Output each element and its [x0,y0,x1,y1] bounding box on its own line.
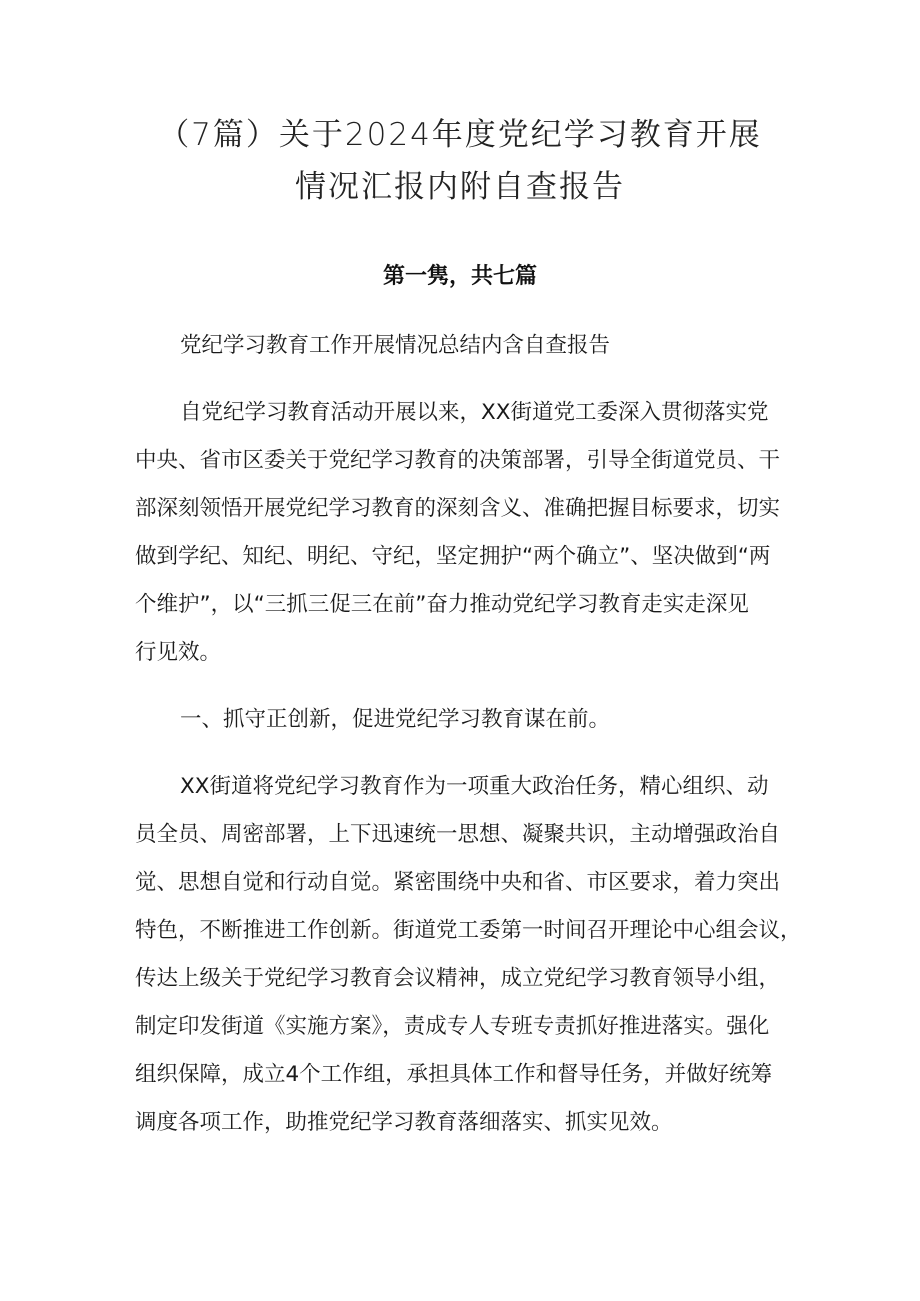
body-line: XX街道将党纪学习教育作为一项重大政治任务，精心组织、动 [180,774,769,799]
intro-line: 部深刻领悟开展党纪学习教育的深刻含义、准确把握目标要求，切实 [135,496,781,521]
intro-line: 自党纪学习教育活动开展以来，XX街道党工委深入贯彻落实党 [180,400,769,425]
document-title-line-1: （7篇）关于2024年度党纪学习教育开展 [158,117,762,153]
intro-line: 中央、省市区委关于党纪学习教育的决策部署，引导全街道党员、干 [135,448,781,473]
part-subtitle: 第一隽，共七篇 [382,264,537,289]
body-line: 调度各项工作，助推党纪学习教育落细落实、抓实见效。 [135,1110,673,1135]
body-line: 传达上级关于党纪学习教育会议精神，成立党纪学习教育领导小组， [135,966,781,991]
section-title: 党纪学习教育工作开展情况总结内含自查报告 [180,333,611,358]
body-line: 员全员、周密部署，上下迅速统一思想、凝聚共识，主动增强政治自 [135,822,781,847]
body-line: 特色，不断推进工作创新。街道党工委第一时间召开理论中心组会议， [135,918,802,943]
document-title-line-2: 情况汇报内附自查报告 [295,169,625,205]
intro-line: 个维护”，以“三抓三促三在前”奋力推动党纪学习教育走实走深见 [135,592,749,617]
intro-line: 做到学纪、知纪、明纪、守纪，坚定拥护“两个确立”、坚决做到“两 [135,544,771,569]
heading-1: 一、抓守正创新，促进党纪学习教育谋在前。 [180,707,611,732]
body-line: 制定印发街道《实施方案》，责成专人专班专责抓好推进落实。强化 [135,1014,770,1039]
body-line: 组织保障，成立4个工作组，承担具体工作和督导任务，并做好统筹 [135,1062,773,1087]
body-line: 觉、思想自觉和行动自觉。紧密围绕中央和省、市区要求，着力突出 [135,870,781,895]
intro-line: 行见效。 [135,640,222,665]
